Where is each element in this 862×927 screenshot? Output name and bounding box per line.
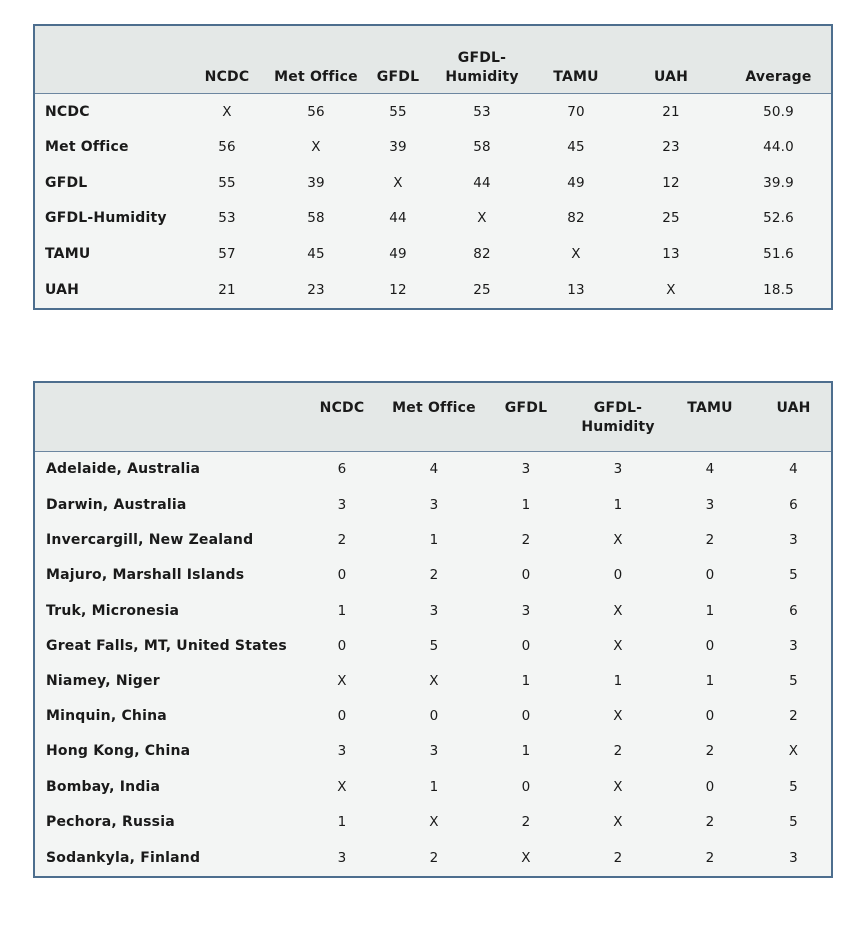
table-cell: X: [429, 813, 439, 830]
table-cell: 0: [705, 567, 715, 584]
table-cell: 52.6: [763, 210, 794, 227]
correlation-table: [33, 24, 833, 310]
table-cell: 4: [789, 461, 798, 478]
table-cell: 25: [473, 281, 491, 298]
table-cell: 1: [705, 602, 715, 619]
table-cell: 82: [567, 210, 585, 227]
table-cell: 53: [218, 210, 236, 227]
table-cell: 2: [521, 532, 531, 549]
table-cell: 45: [307, 245, 325, 262]
table-cell: 2: [337, 532, 347, 549]
row-label: TAMU: [45, 245, 91, 262]
column-header: GFDL: [504, 400, 548, 416]
table-row: [34, 734, 832, 769]
table-cell: 39: [389, 139, 407, 156]
table-row: [34, 93, 832, 130]
table-cell: 1: [613, 496, 623, 513]
table-cell: X: [393, 174, 403, 191]
table-cell: 13: [567, 281, 585, 298]
table-cell: 25: [662, 210, 680, 227]
table-cell: X: [337, 778, 347, 795]
table-cell: X: [613, 602, 623, 619]
table-cell: 2: [705, 532, 715, 549]
table-row: [34, 769, 832, 804]
table-cell: 1: [705, 673, 715, 690]
column-header: TAMU: [687, 400, 733, 416]
table-cell: 70: [567, 103, 585, 120]
table-cell: 55: [218, 174, 236, 191]
column-header: GFDL- Humidity: [445, 49, 519, 85]
table-cell: 3: [337, 743, 347, 760]
table-cell: X: [613, 813, 623, 830]
table-cell: 0: [337, 567, 347, 584]
table-cell: 49: [567, 174, 585, 191]
table-cell: X: [477, 210, 487, 227]
table-cell: 2: [429, 567, 439, 584]
table-cell: 39.9: [763, 174, 794, 191]
table-cell: X: [788, 743, 799, 760]
table-cell: 56: [307, 103, 325, 120]
table-cell: 3: [789, 637, 798, 654]
ranking-table: [33, 381, 833, 878]
column-header: UAH: [776, 400, 811, 416]
table-cell: 0: [705, 778, 715, 795]
table-cell: 2: [789, 708, 798, 725]
column-header: NCDC: [204, 68, 250, 85]
table-cell: X: [521, 849, 531, 866]
table-cell: 1: [521, 743, 531, 760]
table-cell: X: [429, 673, 439, 690]
table-cell: 0: [521, 637, 531, 654]
table-cell: 2: [521, 813, 531, 830]
table-cell: X: [222, 103, 232, 120]
table-cell: 2: [705, 743, 715, 760]
table-row: [34, 558, 832, 593]
table-cell: 5: [789, 813, 798, 830]
table-cell: X: [613, 637, 623, 654]
table-cell: 3: [789, 849, 798, 866]
table-cell: 5: [429, 637, 439, 654]
table-cell: X: [613, 778, 623, 795]
row-label: Bombay, India: [46, 778, 161, 795]
table-row: [34, 451, 832, 487]
table-row: [34, 699, 832, 734]
row-label: Great Falls, MT, United States: [46, 637, 287, 654]
table-cell: 0: [705, 637, 715, 654]
row-label: Minquin, China: [46, 708, 167, 725]
table-body: [34, 451, 832, 877]
table-cell: 58: [473, 139, 491, 156]
column-header: Met Office: [274, 68, 358, 85]
table-cell: 53: [473, 103, 491, 120]
row-label: Adelaide, Australia: [46, 461, 201, 478]
table-cell: 5: [789, 567, 798, 584]
table-cell: 3: [429, 743, 439, 760]
table-cell: 57: [218, 245, 236, 262]
table-cell: 3: [705, 496, 715, 513]
table-cell: 0: [337, 708, 347, 725]
row-label: GFDL-Humidity: [45, 210, 167, 227]
table-cell: 23: [662, 139, 680, 156]
table-cell: 0: [613, 567, 623, 584]
table-cell: 55: [389, 103, 407, 120]
corner-cell: [34, 25, 190, 93]
table-cell: 23: [307, 281, 325, 298]
table-cell: 18.5: [763, 281, 794, 298]
table-cell: 3: [337, 496, 347, 513]
table-cell: X: [666, 281, 676, 298]
table-cell: 2: [613, 849, 623, 866]
table-cell: X: [571, 245, 581, 262]
table-cell: 0: [521, 778, 531, 795]
column-header: TAMU: [553, 68, 599, 85]
table-cell: 82: [473, 245, 491, 262]
table-cell: X: [613, 532, 623, 549]
table-cell: 2: [429, 849, 439, 866]
table-row: [34, 271, 832, 309]
table-row: [34, 628, 832, 663]
table-cell: 21: [218, 281, 236, 298]
table-cell: 1: [429, 532, 439, 549]
row-label: Pechora, Russia: [46, 813, 175, 830]
table-cell: 3: [337, 849, 347, 866]
column-header: UAH: [653, 68, 689, 85]
table-cell: 3: [521, 461, 531, 478]
table-cell: 2: [705, 849, 715, 866]
table-cell: 3: [521, 602, 531, 619]
table-cell: 0: [521, 708, 531, 725]
table-cell: 12: [662, 174, 680, 191]
row-label: Majuro, Marshall Islands: [46, 567, 245, 584]
row-label: Hong Kong, China: [46, 743, 191, 760]
table-cell: 39: [307, 174, 325, 191]
table-cell: 5: [789, 673, 798, 690]
table-cell: 5: [789, 778, 798, 795]
table-cell: 1: [337, 602, 347, 619]
table-cell: 21: [662, 103, 680, 120]
row-label: UAH: [45, 281, 80, 298]
header-row: [34, 25, 832, 93]
row-label: Niamey, Niger: [46, 673, 160, 690]
table-row: [34, 236, 832, 271]
table-cell: 1: [337, 813, 347, 830]
table-row: [34, 593, 832, 628]
corner-cell: [34, 382, 296, 451]
table-cell: 6: [789, 602, 798, 619]
header-row: [34, 382, 832, 451]
column-header: NCDC: [319, 400, 365, 416]
table-cell: 1: [429, 778, 439, 795]
table-cell: X: [311, 139, 321, 156]
row-label: GFDL: [45, 174, 88, 191]
table-cell: 1: [613, 673, 623, 690]
table-cell: 6: [337, 461, 347, 478]
row-label: Truk, Micronesia: [46, 602, 180, 619]
table-cell: 3: [613, 461, 623, 478]
table-cell: 50.9: [763, 103, 794, 120]
column-header: GFDL: [376, 68, 420, 85]
table-cell: 56: [218, 139, 236, 156]
table-row: [34, 663, 832, 698]
table-cell: 1: [521, 673, 531, 690]
row-label: Darwin, Australia: [46, 496, 187, 513]
table-row: [34, 840, 832, 878]
table-cell: 1: [521, 496, 531, 513]
column-header: Met Office: [392, 400, 476, 416]
row-label: Met Office: [45, 139, 129, 156]
row-label: NCDC: [45, 103, 90, 120]
table-cell: 0: [337, 637, 347, 654]
table-row: [34, 487, 832, 522]
table-cell: 0: [521, 567, 531, 584]
table-body: [34, 93, 832, 309]
table-row: [34, 130, 832, 165]
table-cell: 58: [307, 210, 325, 227]
table-cell: 3: [789, 532, 798, 549]
table-cell: 49: [389, 245, 407, 262]
table-cell: 4: [429, 461, 439, 478]
table-cell: X: [337, 673, 347, 690]
table-cell: 6: [789, 496, 798, 513]
table-row: [34, 165, 832, 200]
table-cell: 3: [429, 602, 439, 619]
table-cell: 51.6: [763, 245, 794, 262]
column-header: GFDL- Humidity: [581, 400, 655, 435]
table-cell: 12: [389, 281, 407, 298]
table-row: [34, 804, 832, 839]
row-label: Sodankyla, Finland: [46, 849, 201, 866]
table-cell: 4: [705, 461, 715, 478]
table-cell: 13: [662, 245, 680, 262]
row-label: Invercargill, New Zealand: [46, 532, 254, 549]
table-cell: X: [613, 708, 623, 725]
table-cell: 2: [613, 743, 623, 760]
table-cell: 44.0: [763, 139, 794, 156]
table-cell: 44: [473, 174, 491, 191]
column-header: Average: [745, 68, 812, 85]
table-cell: 3: [429, 496, 439, 513]
table-row: [34, 523, 832, 558]
table-cell: 44: [389, 210, 407, 227]
table-cell: 0: [705, 708, 715, 725]
table-row: [34, 200, 832, 235]
table-cell: 45: [567, 139, 585, 156]
table-cell: 0: [429, 708, 439, 725]
table-cell: 2: [705, 813, 715, 830]
